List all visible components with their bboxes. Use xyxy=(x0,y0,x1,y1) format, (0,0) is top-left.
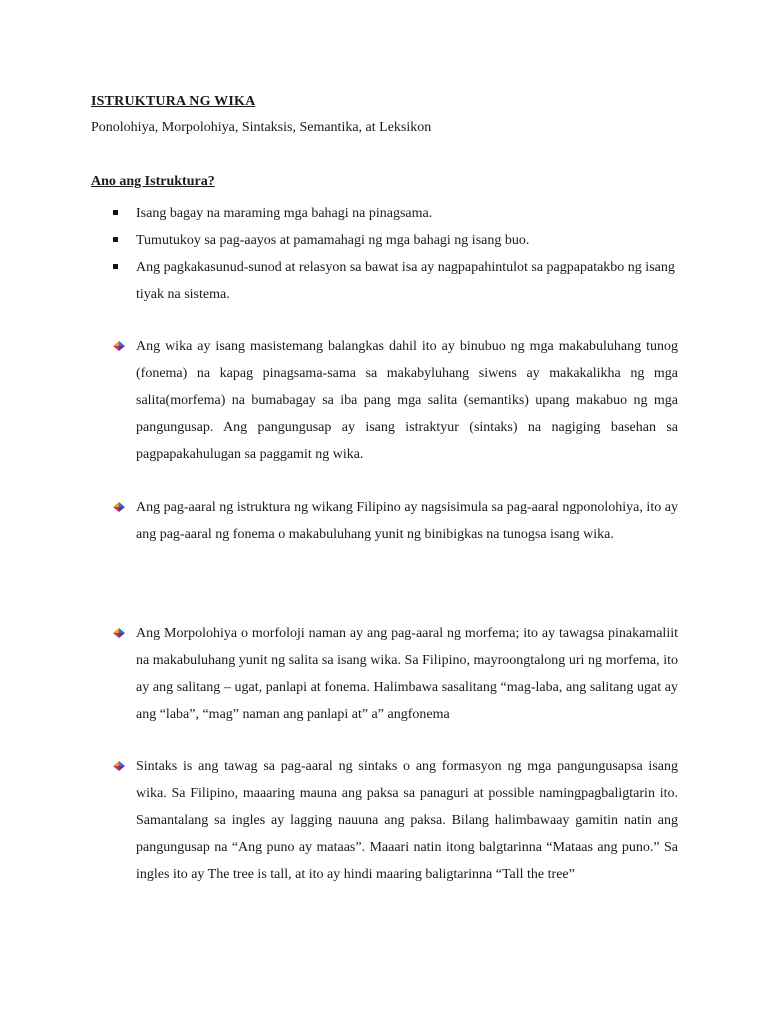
bullet-list xyxy=(113,200,678,308)
square-bullet-icon xyxy=(113,237,118,242)
arrow-bullet-icon xyxy=(113,628,125,638)
section-heading: Ano ang Istruktura? xyxy=(91,174,215,189)
document-title: ISTRUKTURA NG WIKA xyxy=(91,94,256,109)
paragraph-block xyxy=(113,333,678,468)
square-bullet-icon xyxy=(113,264,118,269)
bullet-text: Ang pagkakasunud-sunod at relasyon sa bawat isa ay nagpapahintulot sa pagpapatakbo ng isang tiyak na sistema. xyxy=(136,260,675,302)
arrow-bullet-icon xyxy=(113,761,125,771)
paragraph-block xyxy=(113,620,678,728)
paragraph-text: Ang wika ay isang masistemang balangkas dahil ito ay binubuo ng mga makabuluhang tunog (fonema) na kapag pinagsama-sama sa makabyluhang siwens ay makakalikha ng mga salita(morfema) na bumabagay sa iba pang mga salita (semantiks) upang makabuo ng mga pangungusap. Ang pangungusap ay isang istraktyur (sintaks) na nagiging basehan sa pagpapakahulugan sa paggamit ng wika. xyxy=(136,339,678,462)
bullet-item xyxy=(113,254,678,308)
arrow-bullet-icon xyxy=(113,502,125,512)
paragraph-text: Ang Morpolohiya o morfoloji naman ay ang pag-aaral ng morfema; ito ay tawagsa pinakamaliit na makabuluhang yunit ng salita sa isang wika. Sa Filipino, mayroongtalong uri ng morfema, ito ay ang salitang – ugat, panlapi at fonema. Halimbawa sasalitang “mag-laba, ang salitang ugat ay ang “laba”, “mag” naman ang panlapi at” a” angfonema xyxy=(136,626,678,722)
bullet-text: Tumutukoy sa pag-aayos at pamamahagi ng mga bahagi ng isang buo. xyxy=(136,233,530,248)
paragraph-block xyxy=(113,753,678,888)
bullet-item xyxy=(113,200,678,227)
paragraph-block xyxy=(113,494,678,548)
arrow-bullet-icon xyxy=(113,341,125,351)
paragraph-text: Ang pag-aaral ng istruktura ng wikang Filipino ay nagsisimula sa pag-aaral ngponolohiya, ito ay ang pag-aaral ng fonema o makabuluhang yunit ng binibigkas na tunogsa isang wika. xyxy=(136,500,678,542)
bullet-item xyxy=(113,227,678,254)
bullet-text: Isang bagay na maraming mga bahagi na pinagsama. xyxy=(136,206,433,221)
paragraph-text: Sintaks is ang tawag sa pag-aaral ng sintaks o ang formasyon ng mga pangungusapsa isang wika. Sa Filipino, maaaring mauna ang paksa sa panaguri at possible namingpagbaligtarin ito. Samantalang sa ingles ay lagging nauuna ang paksa. Bilang halimbawaay gamitin natin ang pangungusap na “Ang puno ay mataas”. Maaari natin itong balgtarinna “Mataas ang puno.” Sa ingles ito ay The tree is tall, at ito ay hindi maaring baligtarinna “Tall the tree” xyxy=(136,759,678,882)
square-bullet-icon xyxy=(113,210,118,215)
document-subtitle: Ponolohiya, Morpolohiya, Sintaksis, Semantika, at Leksikon xyxy=(91,120,432,135)
